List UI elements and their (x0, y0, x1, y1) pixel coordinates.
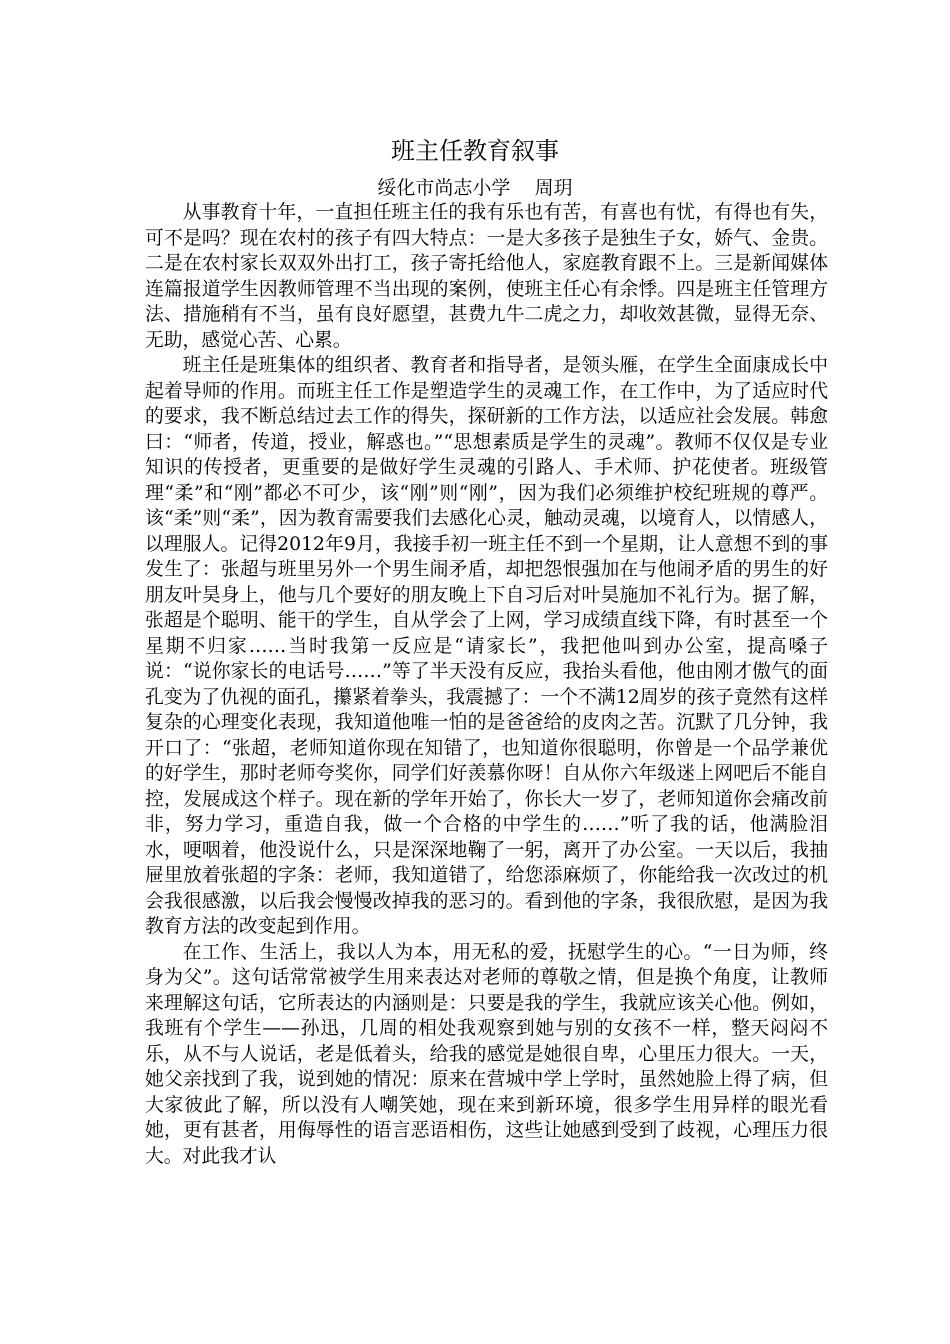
author-line: 绥化市尚志小学 周玥 (377, 177, 573, 199)
document-title: 班主任教育叙事 (391, 137, 559, 165)
paragraph: 在工作、生活上，我以人为本，用无私的爱，抚慰学生的心。“一日为师，终身为父”。这句话常常被学生用来表达对老师的尊敬之情，但是换个角度，让教师来理解这句话，它所表达的内涵则是：只要是我的学生，我就应该关心他。例如，我班有个学生——孙迅，几周的相处我观察到她与别的女孩不一样，整天闷闷不乐，从不与人说话，老是低着头，给我的感觉是她很自卑，心里压力很大。一天，她父亲找到了我，说到她的情况：原来在营城中学上学时，虽然她脸上得了病，但大家彼此了解，所以没有人嘲笑她，现在来到新环境，很多学生用异样的眼光看她，更有甚者，用侮辱性的语言恶语相伤，这些让她感到受到了歧视，心理压力很大。对此我才认 (145, 941, 828, 1167)
paragraph: 从事教育十年，一直担任班主任的我有乐也有苦，有喜也有忧，有得也有失，可不是吗？现在农村的孩子有四大特点：一是大多孩子是独生子女，娇气、金贵。二是在农村家长双双外出打工，孩子寄托给他人，家庭教育跟不上。三是新闻媒体连篇报道学生因教师管理不当出现的案例，使班主任心有余悸。四是班主任管理方法、措施稍有不当，虽有良好愿望，甚费九牛二虎之力，却收效甚微，显得无奈、无助，感觉心苦、心累。 (145, 202, 828, 351)
paragraph: 班主任是班集体的组织者、教育者和指导者，是领头雁，在学生全面康成长中起着导师的作用。而班主任工作是塑造学生的灵魂工作，在工作中，为了适应时代的要求，我不断总结过去工作的得失，探研新的工作方法，以适应社会发展。韩愈曰：“师者，传道，授业，解惑也。”“思想素质是学生的灵魂”。教师不仅仅是专业知识的传授者，更重要的是做好学生灵魂的引路人、手术师、护花使者。班级管理“柔”和“刚”都必不可少，该“刚”则“刚”，因为我们必须维护校纪班规的尊严。该“柔”则“柔”，因为教育需要我们去感化心灵，触动灵魂，以境育人，以情感人，以理服人。记得2012年9月，我接手初一班主任不到一个星期，让人意想不到的事发生了：张超与班里另外一个男生闹矛盾，却把怨恨强加在与他闹矛盾的男生的好朋友叶昊身上，他与几个要好的朋友晚上下自习后对叶昊施加不礼行为。据了解，张超是个聪明、能干的学生，自从学会了上网，学习成绩直线下降，有时甚至一个星期不归家……当时我第一反应是“请家长”，我把他叫到办公室，提高嗓子说：“说你家长的电话号……”等了半天没有反应，我抬头看他，他由刚才傲气的面孔变为了仇视的面孔，攥紧着拳头，我震撼了：一个不满12周岁的孩子竟然有这样复杂的心理变化表现，我知道他唯一怕的是爸爸给的皮肉之苦。沉默了几分钟，我开口了：“张超，老师知道你现在知错了，也知道你很聪明，你曾是一个品学兼优的好学生，那时老师夸奖你，同学们好羡慕你呀！自从你六年级迷上网吧后不能自控，发展成这个样子。现在新的学年开始了，你长大一岁了，老师知道你会痛改前非，努力学习，重造自我，做一个合格的中学生的……”听了我的话，他满脸泪水，哽咽着，他没说什么，只是深深地鞠了一躬，离开了办公室。一天以后，我抽屉里放着张超的字条：老师，我知道错了，给您添麻烦了，你能给我一次改过的机会我很感激，以后我会慢慢改掉我的恶习的。看到他的字条，我很欣慰，是因为我教育方法的改变起到作用。 (145, 355, 828, 937)
document-body (145, 200, 828, 1169)
